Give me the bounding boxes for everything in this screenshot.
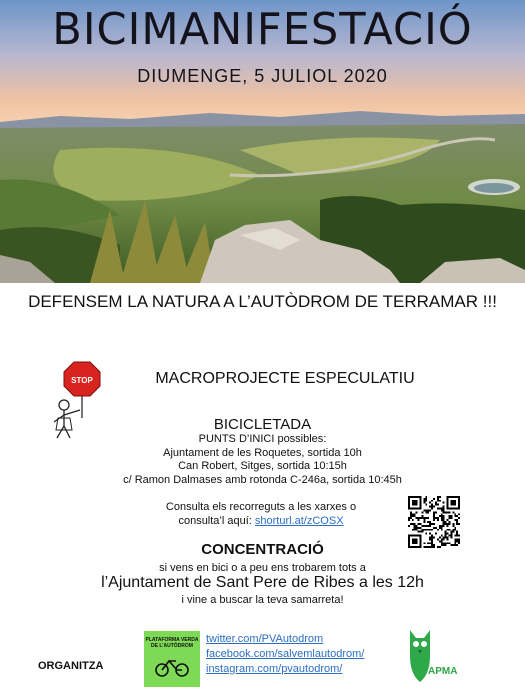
event-date: DIUMENGE, 5 JULIOL 2020 [137,66,388,86]
owl-logo-icon [398,626,468,686]
route-info-line [130,514,392,528]
route-info [130,500,392,528]
instagram-link[interactable]: instagram.com/pvautodrom/ [206,663,343,675]
concentracio-location: l’Ajuntament de Sant Pere de Ribes a les 12h [101,574,424,591]
apma-label: APMA [428,666,458,677]
bicycle-icon [154,655,190,679]
start-point-item: Can Robert, Sitges, sortida 10:15h [178,460,347,472]
facebook-link[interactable]: facebook.com/salvemlautodrom/ [206,648,365,660]
pva-logo [144,631,200,687]
start-points-label: PUNTS D’INICI possibles: [198,433,327,445]
stop-sign-text: STOP [71,376,93,385]
macroprojecte-heading: MACROPROJECTE ESPECULATIU [155,370,415,387]
social-links [206,632,364,677]
route-info-prefix: consulta’l aquí: [178,515,255,527]
concentracio-line: si vens en bici o a peu ens trobarem tots a [159,562,366,574]
slogan: DEFENSEM LA NATURA A L’AUTÒDROM DE TERRAMAR !!! [28,292,497,311]
pva-logo-text: PLATAFORMA VERDA DE L’AUTÒDROM [145,637,199,649]
route-info-line: Consulta els recorreguts a les xarxes o [165,501,357,513]
event-title: BICIMANIFESTACIÓ [52,4,473,55]
organitza-label: ORGANITZA [38,660,104,672]
start-point-item: Ajuntament de les Roquetes, sortida 10h [163,446,362,459]
concentracio-line: i vine a buscar la teva samarreta! [181,594,344,606]
twitter-link[interactable]: twitter.com/PVAutodrom [206,633,324,645]
start-point-item: c/ Ramon Dalmases amb rotonda C-246a, sortida 10:45h [123,473,402,486]
bicicletada-heading: BICICLETADA [213,416,312,433]
route-short-link[interactable]: shorturl.at/zCOSX [254,515,344,527]
start-points-list [0,433,525,487]
hero-photo [0,0,525,283]
concentracio-heading: CONCENTRACIÓ [201,541,324,558]
